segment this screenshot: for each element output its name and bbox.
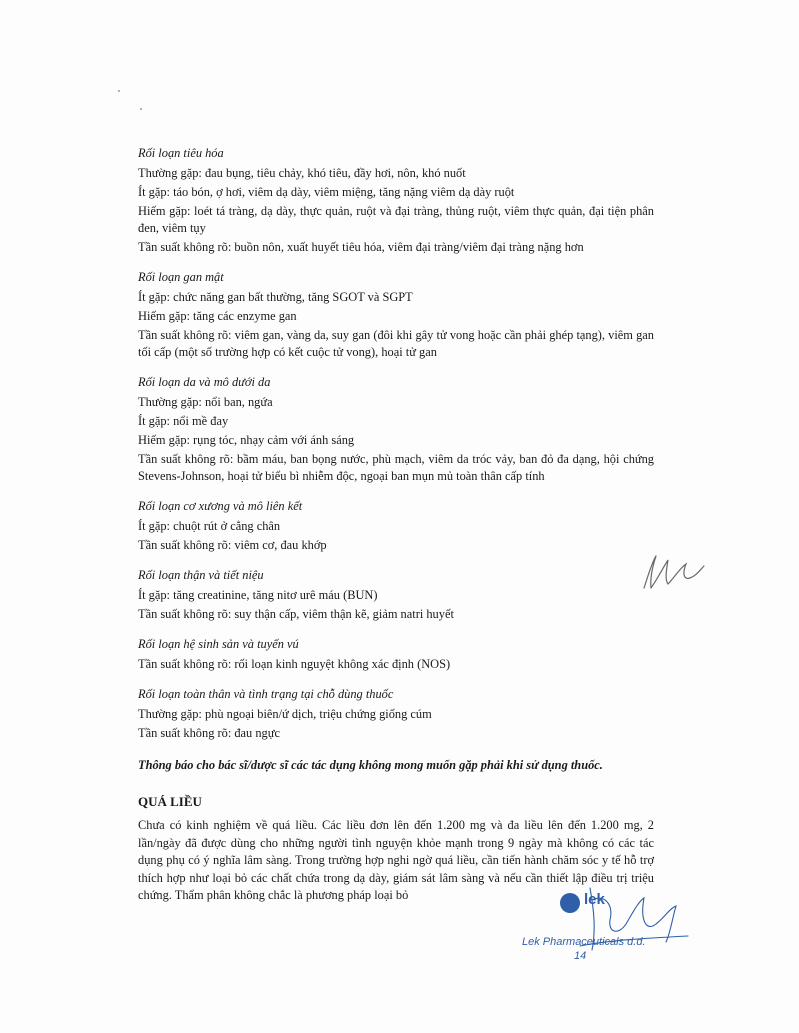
section-tieu-hoa [138, 145, 654, 256]
section-gan-mat [138, 269, 654, 361]
section-title: Rối loạn thận và tiết niệu [138, 568, 264, 582]
section-toan-than [138, 686, 654, 742]
signature-stamp [520, 880, 690, 970]
handwritten-initials [638, 548, 708, 593]
lek-logo-text: lek [584, 891, 605, 908]
section-co-xuong [138, 498, 654, 554]
text-line: Thường gặp: phù ngoại biên/ứ dịch, triệu chứng giống cúm [138, 707, 432, 721]
text-line: Ít gặp: chuột rút ở cẳng chân [138, 519, 281, 533]
text-line: Hiếm gặp: loét tá tràng, dạ dày, thực quản, ruột và đại tràng, thủng ruột, viêm thực quản, đại tiện phân đen, viêm tụy [138, 204, 654, 235]
text-line: Hiếm gặp: rụng tóc, nhạy cảm với ánh sáng [138, 433, 355, 447]
scan-speck [140, 108, 142, 110]
company-stamp-text: Lek Pharmaceuticals d.d. [522, 936, 646, 948]
overdose-heading: QUÁ LIỀU [138, 794, 202, 809]
section-sinh-san [138, 636, 654, 673]
text-line: Tần suất không rõ: viêm gan, vàng da, suy gan (đôi khi gây tử vong hoặc cần phải ghép tạng), viêm gan tối cấp (một số trường hợp có kết cuộc tử vong), hoại tử gan [138, 328, 654, 359]
section-title: Rối loạn cơ xương và mô liên kết [138, 499, 303, 513]
document-body [138, 145, 654, 905]
page-number: 14 [574, 950, 587, 962]
text-line: Tần suất không rõ: bầm máu, ban bọng nước, phù mạch, viêm da tróc vảy, ban đỏ đa dạng, hội chứng Stevens-Johnson, hoại tử biểu bì nhiễm độc, ngoại ban mụn mủ toàn thân cấp tính [138, 452, 654, 483]
section-title: Rối loạn gan mật [138, 270, 224, 284]
text-line: Ít gặp: táo bón, ợ hơi, viêm dạ dày, viêm miệng, tăng nặng viêm dạ dày ruột [138, 185, 515, 199]
scan-speck [118, 90, 120, 92]
text-line: Ít gặp: tăng creatinine, tăng nitơ urê máu (BUN) [138, 588, 378, 602]
section-title: Rối loạn hệ sinh sản và tuyến vú [138, 637, 299, 651]
section-da [138, 374, 654, 485]
adverse-effect-notice: Thông báo cho bác sĩ/dược sĩ các tác dụng không mong muốn gặp phải khi sử dụng thuốc. [138, 758, 603, 772]
text-line: Tần suất không rõ: suy thận cấp, viêm thận kẽ, giảm natri huyết [138, 607, 454, 621]
text-line: Tần suất không rõ: đau ngực [138, 726, 280, 740]
text-line: Thường gặp: nổi ban, ngứa [138, 395, 273, 409]
text-line: Tần suất không rõ: viêm cơ, đau khớp [138, 538, 327, 552]
section-title: Rối loạn da và mô dưới da [138, 375, 271, 389]
text-line: Thường gặp: đau bụng, tiêu chảy, khó tiêu, đầy hơi, nôn, khó nuốt [138, 166, 466, 180]
text-line: Tần suất không rõ: buồn nôn, xuất huyết tiêu hóa, viêm đại tràng/viêm đại tràng nặng hơn [138, 240, 584, 254]
overdose-paragraph: Chưa có kinh nghiệm về quá liều. Các liều đơn lên đến 1.200 mg và đa liều lên đến 1.200 mg, 2 lần/ngày đã được dùng cho những người tình nguyện khỏe mạnh trong 9 ngày mà không có các tác dụng phụ có ý nghĩa lâm sàng. Trong trường hợp nghi ngờ quá liều, cần tiến hành chăm sóc y tế hỗ trợ thích hợp như loại bỏ các chất chứa trong dạ dày, giám sát lâm sàng và nếu cần thiết lập điều trị triệu chứng. Thẩm phân không chắc là phương pháp loại bỏ [138, 818, 654, 902]
text-line: Ít gặp: nổi mề đay [138, 414, 229, 428]
section-than [138, 567, 654, 623]
section-title: Rối loạn tiêu hóa [138, 146, 224, 160]
section-title: Rối loạn toàn thân và tình trạng tại chỗ dùng thuốc [138, 687, 394, 701]
text-line: Tần suất không rõ: rối loạn kinh nguyệt không xác định (NOS) [138, 657, 451, 671]
text-line: Hiếm gặp: tăng các enzyme gan [138, 309, 297, 323]
text-line: Ít gặp: chức năng gan bất thường, tăng SGOT và SGPT [138, 290, 413, 304]
